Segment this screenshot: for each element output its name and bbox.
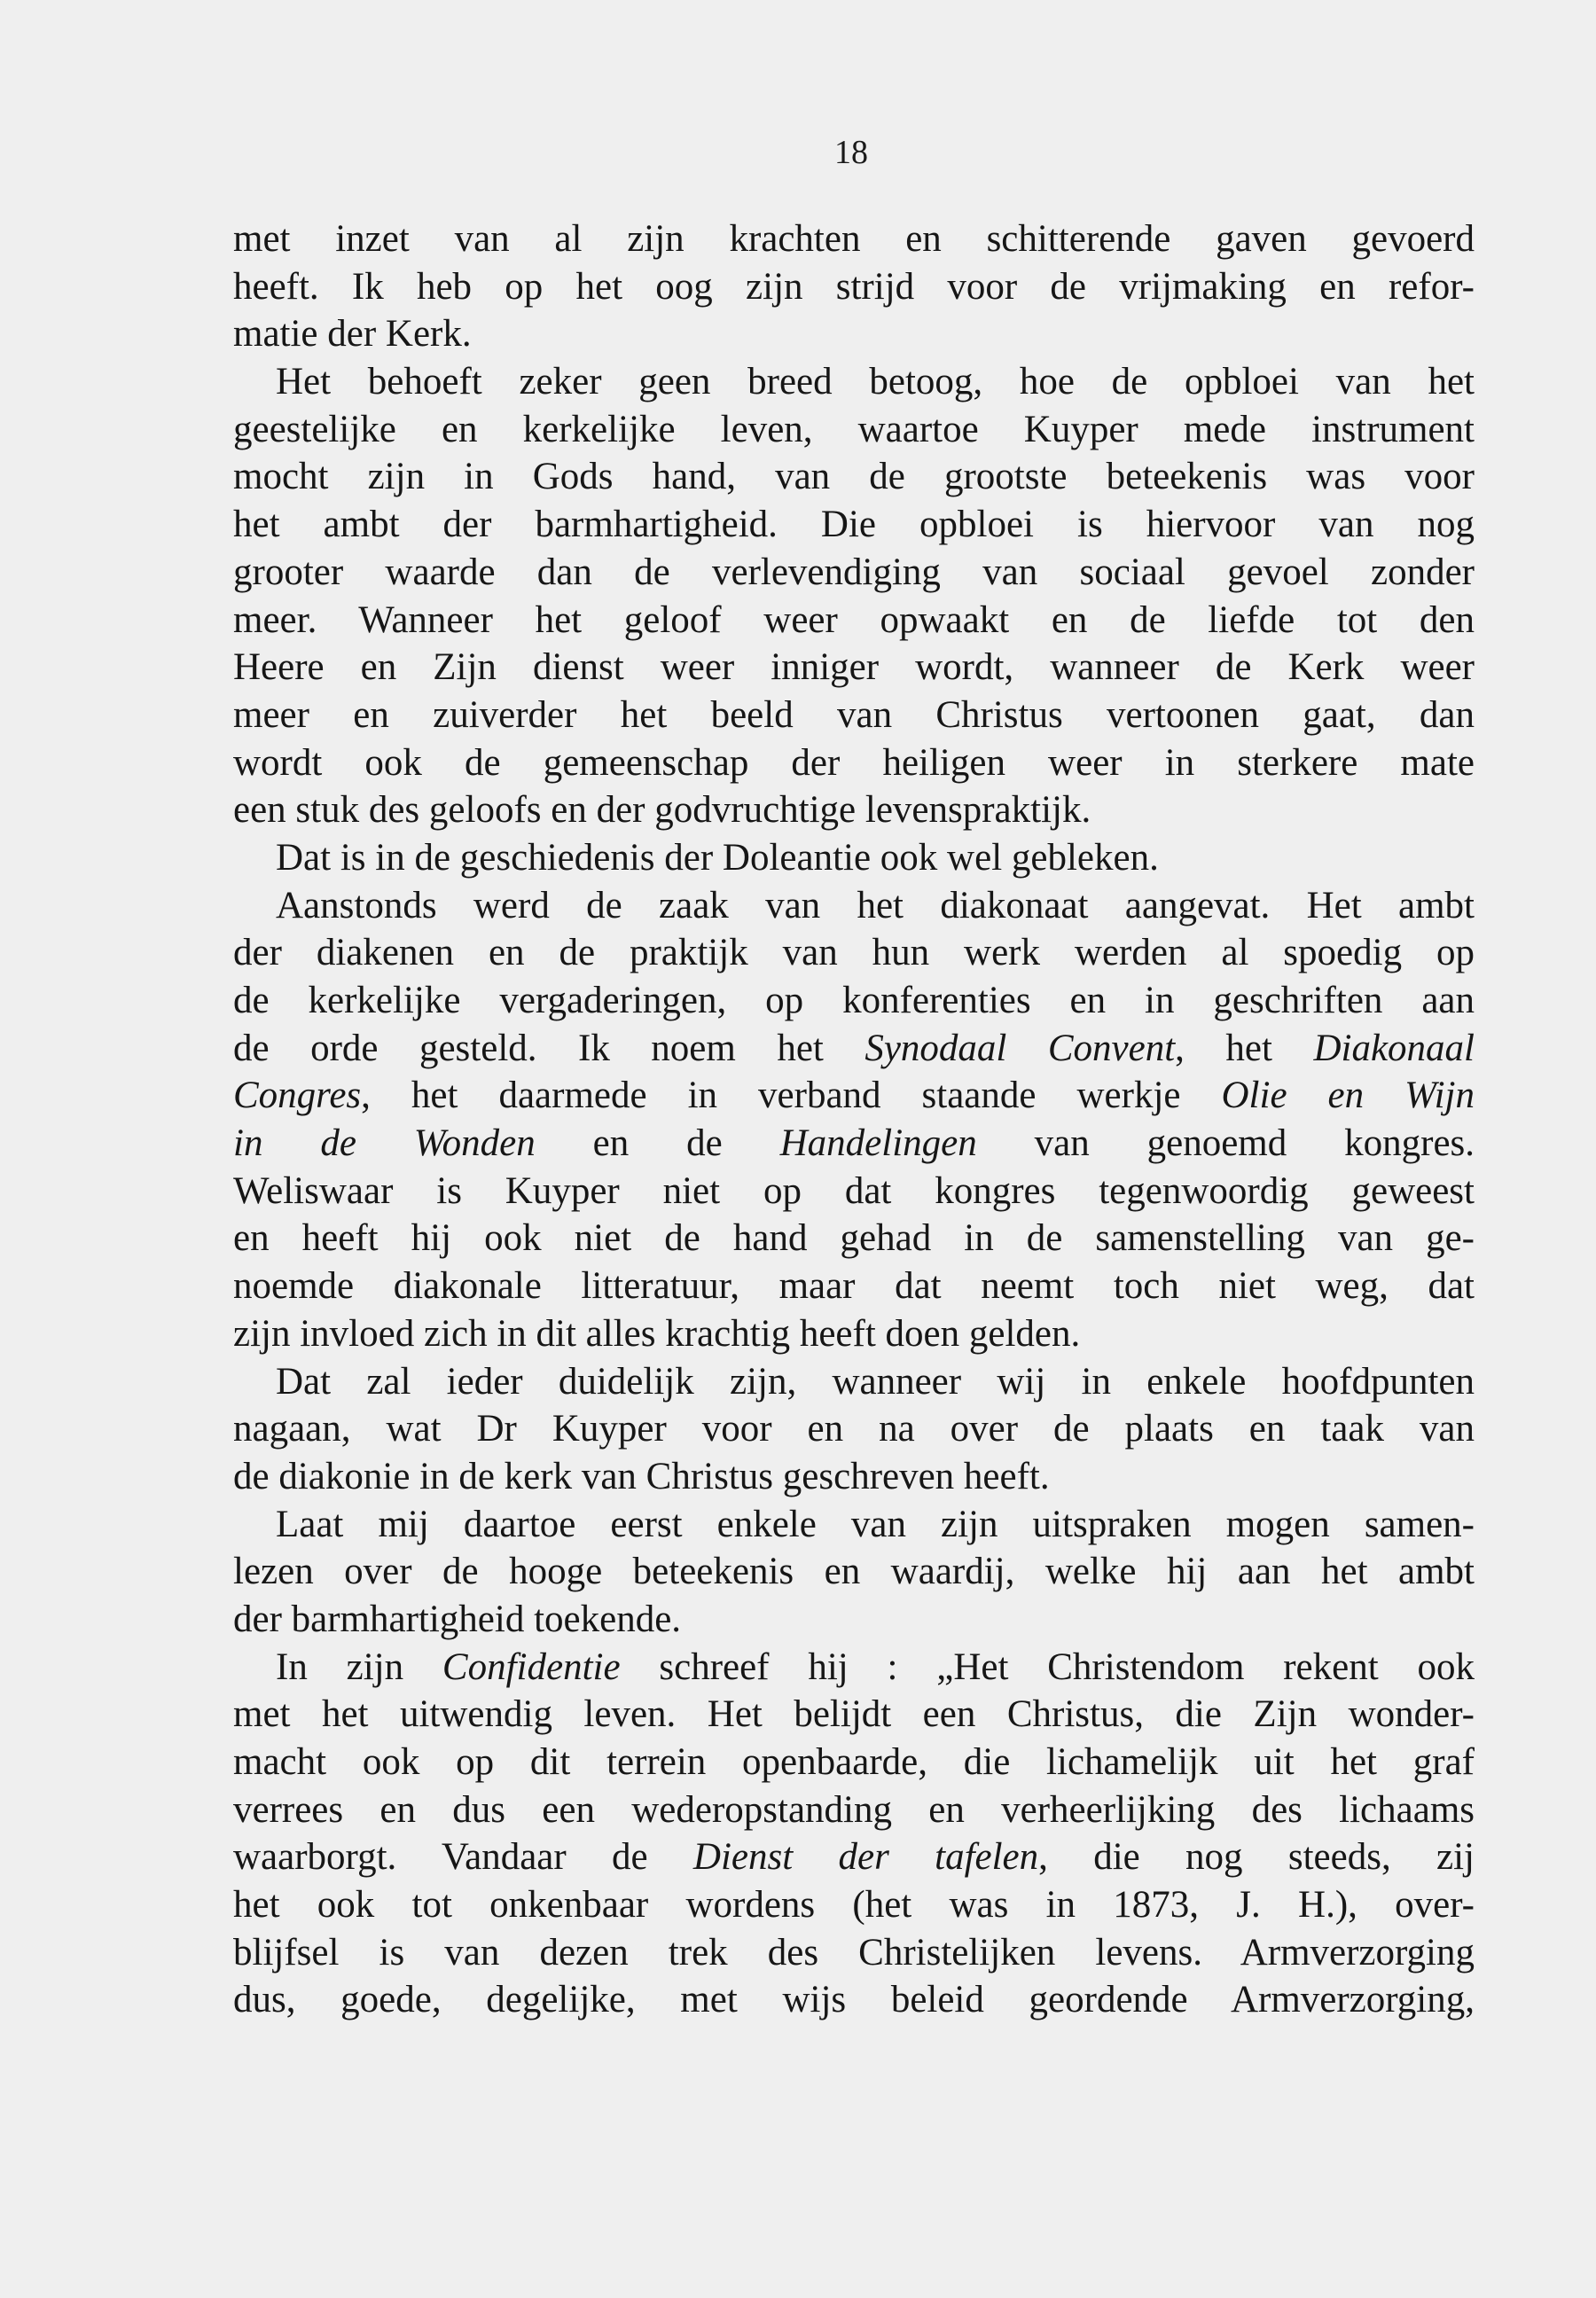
text-segment: geestelijke en kerkelijke leven, waartoe Kuyper mede instrument	[233, 408, 1475, 450]
text-line	[233, 1501, 1475, 1549]
text-line	[233, 1120, 1475, 1168]
text-line	[233, 692, 1475, 739]
text-segment: meer en zuiverder het beeld van Christus vertoonen gaat, dan	[233, 693, 1475, 736]
text-segment: het ook tot onkenbaar wordens (het was in 1873, J. H.), over-	[233, 1884, 1475, 1927]
text-line	[233, 1786, 1475, 1834]
text-line	[233, 644, 1475, 692]
text-segment: der barmhartigheid toekende.	[233, 1598, 682, 1640]
text-line	[233, 1262, 1475, 1310]
italic-title: Congres	[233, 1075, 362, 1117]
text-line	[233, 1215, 1475, 1262]
text-segment: matie der Kerk.	[233, 313, 472, 356]
text-segment: Heere en Zijn dienst weer inniger wordt, wanneer de Kerk weer	[233, 646, 1475, 689]
text-segment: waarborgt. Vandaar de	[233, 1836, 693, 1879]
text-segment: en heeft hij ook niet de hand gehad in de samenstelling van ge-	[233, 1217, 1475, 1260]
text-segment: grooter waarde dan de verlevendiging van sociaal gevoel zonder	[233, 551, 1475, 593]
text-line	[233, 1881, 1475, 1929]
text-line	[233, 1548, 1475, 1596]
italic-title: Olie en Wijn	[1221, 1075, 1475, 1117]
text-line	[233, 882, 1475, 930]
text-segment: met het uitwendig leven. Het belijdt een Christus, die Zijn wonder-	[233, 1693, 1475, 1736]
text-line	[233, 1168, 1475, 1215]
text-line	[233, 1072, 1475, 1120]
italic-title: Handelingen	[779, 1122, 977, 1165]
text-segment: het ambt der barmhartigheid. Die opbloei is hiervoor van nog	[233, 504, 1475, 546]
text-segment: en de	[535, 1122, 780, 1165]
text-segment: , het daarmede in verband staande werkje	[361, 1075, 1222, 1117]
text-line	[233, 786, 1475, 834]
text-segment: heeft. Ik heb op het oog zijn strijd voor de vrijmaking en refor-	[233, 265, 1475, 308]
text-segment: dus, goede, degelijke, met wijs beleid geordende Armverzorging,	[233, 1979, 1475, 2021]
text-segment: een stuk des geloofs en der godvruchtige levenspraktijk.	[233, 789, 1091, 832]
text-line	[233, 358, 1475, 406]
text-segment: schreef hij : „Het Christendom rekent ook	[620, 1645, 1475, 1688]
text-segment: noemde diakonale litteratuur, maar dat neemt toch niet weg, dat	[233, 1265, 1475, 1308]
text-segment: Het behoeft zeker geen breed betoog, hoe de opbloei van het	[276, 361, 1475, 403]
text-segment: meer. Wanneer het geloof weer opwaakt en de liefde tot den	[233, 598, 1475, 641]
text-segment: , het	[1175, 1027, 1314, 1069]
italic-title: in de Wonden	[233, 1122, 536, 1165]
text-segment: Weliswaar is Kuyper niet op dat kongres tegenwoordig geweest	[233, 1169, 1475, 1212]
italic-title: Dienst der tafelen	[692, 1836, 1039, 1879]
text-line	[233, 597, 1475, 645]
text-segment: blijfsel is van dezen trek des Christelijken levens. Armverzorging	[233, 1931, 1475, 1974]
text-line	[233, 1929, 1475, 1977]
text-line	[233, 1976, 1475, 2024]
text-line	[233, 1405, 1475, 1453]
text-segment: Dat is in de geschiedenis der Doleantie ook wel gebleken.	[276, 836, 1159, 879]
text-line	[233, 929, 1475, 977]
text-segment: de orde gesteld. Ik noem het	[233, 1027, 865, 1069]
italic-title: Synodaal Convent	[864, 1027, 1176, 1069]
text-line	[233, 739, 1475, 787]
text-line	[233, 1358, 1475, 1406]
text-segment: macht ook op dit terrein openbaarde, die lichamelijk uit het graf	[233, 1741, 1475, 1783]
text-line	[233, 215, 1475, 263]
text-segment: der diakenen en de praktijk van hun werk werden al spoedig op	[233, 932, 1475, 974]
text-line	[233, 1691, 1475, 1739]
text-segment: verrees en dus een wederopstanding en verheerlijking des lichaams	[233, 1788, 1475, 1831]
italic-title: Diakonaal	[1313, 1027, 1475, 1069]
text-segment: Laat mij daartoe eerst enkele van zijn uitspraken mogen samen-	[276, 1503, 1475, 1545]
text-segment: Dat zal ieder duidelijk zijn, wanneer wij in enkele hoofdpunten	[276, 1360, 1475, 1403]
text-line	[233, 310, 1475, 358]
text-line	[233, 1739, 1475, 1786]
text-segment: , die nog steeds, zij	[1038, 1836, 1475, 1879]
text-segment: de diakonie in de kerk van Christus geschreven heeft.	[233, 1455, 1050, 1497]
text-segment: lezen over de hooge beteekenis en waardij, welke hij aan het ambt	[233, 1551, 1475, 1593]
text-line	[233, 549, 1475, 597]
body-text	[233, 215, 1475, 2024]
text-line	[233, 1644, 1475, 1692]
text-segment: In zijn	[276, 1645, 442, 1688]
text-segment: mocht zijn in Gods hand, van de grootste beteekenis was voor	[233, 456, 1475, 498]
text-line	[233, 263, 1475, 311]
text-segment: wordt ook de gemeenschap der heiligen weer in sterkere mate	[233, 741, 1475, 784]
text-line	[233, 977, 1475, 1025]
text-line	[233, 501, 1475, 549]
text-segment: de kerkelijke vergaderingen, op konferenties en in geschriften aan	[233, 980, 1475, 1021]
text-segment: nagaan, wat Dr Kuyper voor en na over de plaats en taak van	[233, 1408, 1475, 1450]
text-line	[233, 1596, 1475, 1644]
text-line	[233, 1025, 1475, 1073]
italic-title: Confidentie	[442, 1645, 621, 1688]
text-line	[233, 1453, 1475, 1501]
text-line	[233, 406, 1475, 454]
text-line	[233, 453, 1475, 501]
text-segment: zijn invloed zich in dit alles krachtig heeft doen gelden.	[233, 1312, 1081, 1355]
text-segment: Aanstonds werd de zaak van het diakonaat aangevat. Het ambt	[276, 884, 1475, 926]
text-segment: met inzet van al zijn krachten en schitterende gaven gevoerd	[233, 218, 1475, 260]
page-number: 18	[834, 134, 868, 171]
text-line	[233, 1310, 1475, 1358]
text-line	[233, 1833, 1475, 1881]
text-line	[233, 834, 1475, 882]
text-segment: van genoemd kongres.	[976, 1122, 1475, 1165]
